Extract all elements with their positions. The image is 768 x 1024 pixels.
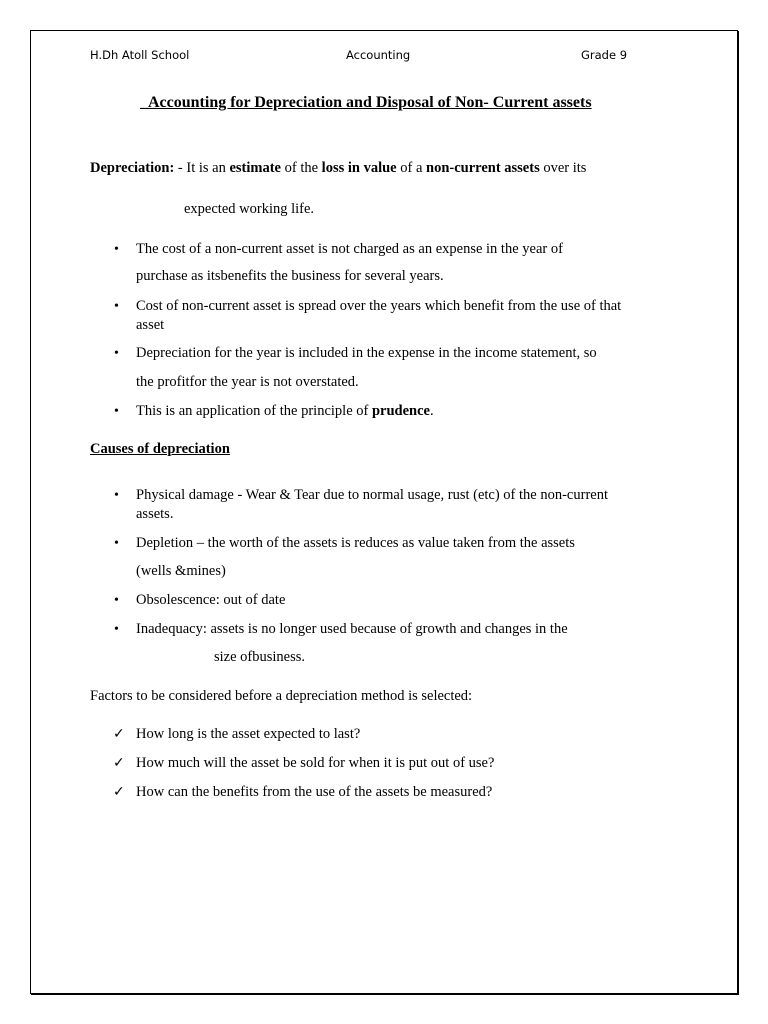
cause-2-line-2: (wells &mines) [136,563,226,579]
point-2-line-2: asset [136,317,165,333]
factor-3: How can the benefits from the use of the assets be measured? [136,784,493,800]
point-4-end: . [429,403,434,419]
point-1-line-2: purchase as itsbenefits the business for several years. [136,268,444,284]
bullet-icon: • [114,242,119,257]
header-subject: Accounting [346,48,411,62]
definition-text-4: over its [539,160,587,176]
point-4-bold: prudence [371,403,430,419]
point-4-text: This is an application of the principle of [136,403,372,419]
point-3-line-1: Depreciation for the year is included in the expense in the income statement, so [136,345,597,361]
header-grade: Grade 9 [581,48,628,62]
bullet-icon: • [114,346,119,361]
cause-2-line-1: Depletion – the worth of the assets is reduces as value taken from the assets [136,535,575,551]
checkmark-icon: ✓ [113,784,125,800]
cause-3: Obsolescence: out of date [136,592,286,608]
definition-text-2: of the [281,160,322,176]
point-4 [136,403,434,420]
definition-text-1: - It is an [174,160,230,176]
factor-1: How long is the asset expected to last? [136,726,361,742]
definition-bold-2: loss in value [321,160,397,176]
cause-1-line-2: assets. [136,506,174,522]
definition-term: Depreciation: [90,160,175,176]
bullet-icon: • [114,593,119,608]
cause-4-line-2: size ofbusiness. [214,649,306,665]
factor-2: How much will the asset be sold for when it is put out of use? [136,755,495,771]
header-school: H.Dh Atoll School [90,48,190,62]
checkmark-icon: ✓ [113,726,125,742]
cause-1-line-1: Physical damage - Wear & Tear due to normal usage, rust (etc) of the non-current [136,487,608,503]
definition-bold-3: non-current assets [426,160,540,176]
bullet-icon: • [114,299,119,314]
definition-line-2: expected working life. [184,201,315,217]
bullet-icon: • [114,622,119,637]
page-title: _Accounting for Depreciation and Disposal of Non- Current assets [140,94,592,111]
definition-bold-1: estimate [229,160,281,176]
causes-heading: Causes of depreciation [90,441,230,457]
definition-line-1 [90,160,586,177]
checkmark-icon: ✓ [113,755,125,771]
cause-4-line-1: Inadequacy: assets is no longer used because of growth and changes in the [136,621,568,637]
point-3-line-2: the profitfor the year is not overstated. [136,374,359,390]
point-1-line-1: The cost of a non-current asset is not charged as an expense in the year of [136,241,563,257]
bullet-icon: • [114,404,119,419]
bullet-icon: • [114,488,119,503]
definition-text-3: of a [396,160,426,176]
bullet-icon: • [114,536,119,551]
point-2-line-1: Cost of non-current asset is spread over the years which benefit from the use of that [136,298,622,314]
factors-intro: Factors to be considered before a depreciation method is selected: [90,688,473,704]
